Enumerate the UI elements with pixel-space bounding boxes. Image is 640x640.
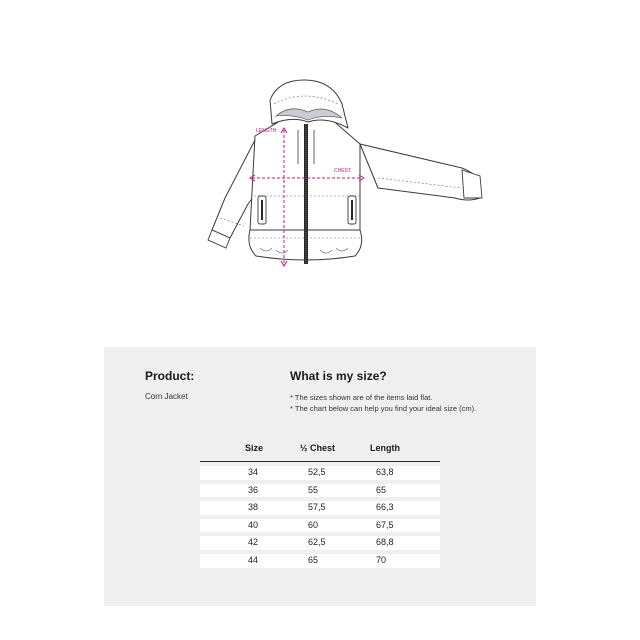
- size-cell: 36: [248, 484, 259, 495]
- size-cell: 44: [248, 554, 259, 565]
- half-chest-cell: 60: [308, 519, 319, 530]
- length-cell: 68,8: [376, 537, 394, 548]
- chest-label: CHEST: [334, 168, 351, 174]
- size-cell: 34: [248, 467, 259, 477]
- jacket-illustration: [200, 78, 490, 278]
- table-row: [200, 501, 440, 515]
- table-row: [200, 466, 440, 480]
- product-heading: Product:: [145, 369, 195, 383]
- size-cell: 40: [248, 519, 259, 530]
- length-cell: 70: [376, 554, 387, 565]
- table-row: [200, 536, 440, 550]
- product-name: Corn Jacket: [145, 392, 188, 401]
- half-chest-cell: 55: [308, 484, 319, 495]
- half-chest-cell: 57,5: [308, 502, 326, 513]
- table-row: [200, 554, 440, 568]
- size-cell: 38: [248, 502, 259, 513]
- size-note-ideal-size: * The chart below can help you find your ideal size (cm).: [290, 404, 477, 413]
- length-cell: 63,8: [376, 467, 394, 477]
- size-chart-panel: [104, 347, 536, 606]
- half-chest-cell: 62,5: [308, 537, 326, 548]
- table-row: [200, 484, 440, 498]
- header-divider: [200, 461, 440, 462]
- size-guide-heading: What is my size?: [290, 369, 387, 383]
- length-label: LENGTH: [256, 128, 277, 134]
- column-header-length: Length: [370, 443, 400, 453]
- column-header-size: Size: [245, 443, 264, 453]
- size-cell: 42: [248, 537, 259, 548]
- size-table-header: [200, 443, 440, 461]
- length-cell: 66,3: [376, 502, 394, 513]
- half-chest-cell: 52,5: [308, 467, 326, 477]
- length-cell: 65: [376, 484, 387, 495]
- table-row: [200, 519, 440, 533]
- half-chest-cell: 65: [308, 554, 319, 565]
- length-cell: 67,5: [376, 519, 394, 530]
- size-note-laid-flat: * The sizes shown are of the items laid flat.: [290, 393, 433, 402]
- size-table: [200, 443, 440, 572]
- column-header-half-chest: ½ Chest: [300, 443, 336, 453]
